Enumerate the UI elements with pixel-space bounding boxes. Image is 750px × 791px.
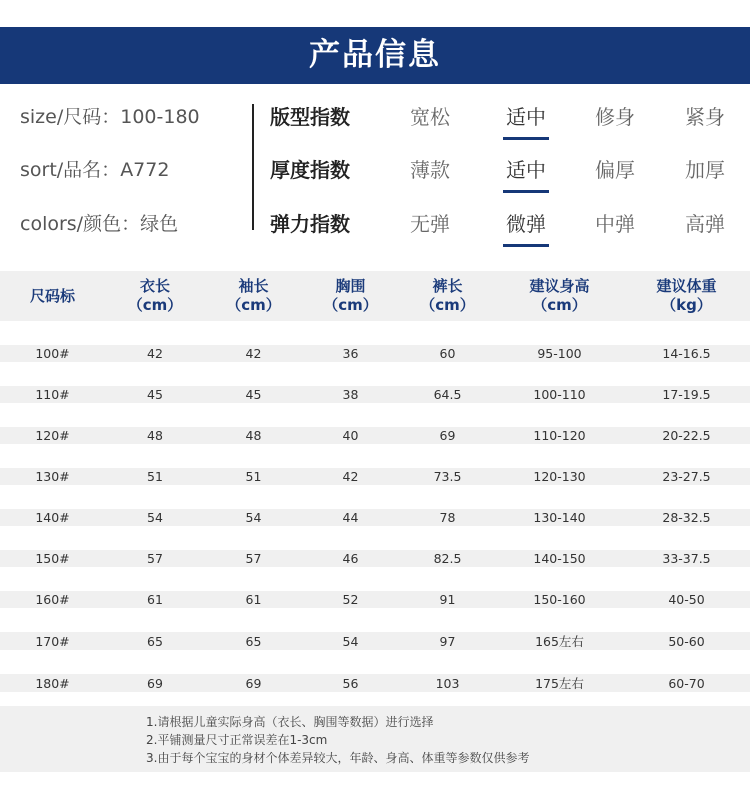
fit-option-loose: 宽松 (410, 105, 450, 129)
cell-sleeve: 57 (205, 550, 302, 567)
table-row (0, 468, 750, 485)
fit-option-regular (496, 102, 556, 132)
row-spacer (0, 485, 750, 509)
fit-option-regular-label: 适中 (506, 105, 546, 129)
cell-height: 140-150 (496, 550, 623, 567)
cell-length: 45 (105, 386, 205, 403)
cell-pants: 82.5 (399, 550, 496, 567)
cell-pants: 64.5 (399, 386, 496, 403)
cell-chest: 38 (302, 386, 399, 403)
header-height (496, 271, 623, 321)
cell-size: 180# (0, 674, 105, 692)
row-spacer-cell (0, 403, 750, 427)
color-row (20, 209, 178, 239)
cell-chest: 52 (302, 591, 399, 608)
selected-underline (503, 137, 549, 140)
row-spacer-cell (0, 608, 750, 632)
header-height-label: 建议身高 (529, 277, 590, 295)
cell-weight: 14-16.5 (623, 345, 750, 362)
thickness-index-row (270, 155, 740, 185)
row-spacer (0, 321, 750, 345)
cell-weight: 17-19.5 (623, 386, 750, 403)
row-spacer (0, 567, 750, 591)
header-pants-label: 裤长 (432, 277, 463, 295)
cell-height: 175左右 (496, 674, 623, 692)
cell-weight: 23-27.5 (623, 468, 750, 485)
elasticity-option-slight (496, 209, 556, 239)
cell-size: 170# (0, 632, 105, 650)
cell-length: 51 (105, 468, 205, 485)
table-row (0, 591, 750, 608)
thickness-option-thin: 薄款 (410, 158, 450, 182)
cell-pants: 91 (399, 591, 496, 608)
cell-pants: 60 (399, 345, 496, 362)
vertical-divider (252, 104, 254, 230)
fit-option-tight: 紧身 (685, 105, 725, 129)
cell-weight: 40-50 (623, 591, 750, 608)
fit-option-slim: 修身 (595, 105, 635, 129)
header-chest (302, 271, 399, 321)
note-1: 1.请根据儿童实际身高（衣长、胸围等数据）进行选择 (146, 715, 434, 729)
row-spacer (0, 650, 750, 674)
cell-sleeve: 69 (205, 674, 302, 692)
cell-chest: 36 (302, 345, 399, 362)
header-length-unit: （cm） (127, 296, 183, 314)
cell-weight: 20-22.5 (623, 427, 750, 444)
size-row (20, 102, 200, 132)
cell-size: 110# (0, 386, 105, 403)
cell-chest: 46 (302, 550, 399, 567)
header-length-label: 衣长 (139, 277, 170, 295)
thickness-option-medium (496, 155, 556, 185)
elasticity-index-title: 弹力指数 (270, 212, 350, 236)
row-spacer-cell (0, 567, 750, 591)
elasticity-index-row (270, 209, 740, 239)
elasticity-option-slight-label: 微弹 (506, 212, 546, 236)
banner-title: 产品信息 (309, 37, 441, 73)
thickness-option-thick: 加厚 (685, 158, 725, 182)
cell-sleeve: 54 (205, 509, 302, 526)
table-row (0, 550, 750, 567)
cell-weight: 28-32.5 (623, 509, 750, 526)
cell-height: 100-110 (496, 386, 623, 403)
row-spacer (0, 526, 750, 550)
size-chart-table (0, 271, 750, 692)
table-row (0, 427, 750, 444)
cell-chest: 42 (302, 468, 399, 485)
cell-length: 69 (105, 674, 205, 692)
cell-pants: 103 (399, 674, 496, 692)
cell-length: 54 (105, 509, 205, 526)
header-sleeve (205, 271, 302, 321)
cell-height: 130-140 (496, 509, 623, 526)
header-chest-label: 胸围 (335, 277, 366, 295)
sort-value: A772 (120, 159, 170, 181)
cell-chest: 40 (302, 427, 399, 444)
cell-sleeve: 48 (205, 427, 302, 444)
header-size (0, 271, 105, 321)
row-spacer-cell (0, 362, 750, 386)
header-height-unit: （cm） (532, 296, 587, 314)
table-row (0, 345, 750, 362)
fit-index-title: 版型指数 (270, 105, 350, 129)
header-weight (623, 271, 750, 321)
cell-pants: 78 (399, 509, 496, 526)
size-value: 100-180 (120, 106, 200, 128)
cell-sleeve: 51 (205, 468, 302, 485)
row-spacer (0, 403, 750, 427)
selected-underline (503, 244, 549, 247)
header-weight-label: 建议体重 (656, 277, 717, 295)
row-spacer-cell (0, 444, 750, 468)
elasticity-option-medium: 中弹 (595, 212, 635, 236)
thickness-index-title: 厚度指数 (270, 158, 350, 182)
header-weight-unit: （kg） (661, 296, 712, 314)
sort-row (20, 155, 169, 185)
cell-length: 65 (105, 632, 205, 650)
cell-size: 130# (0, 468, 105, 485)
cell-weight: 60-70 (623, 674, 750, 692)
row-spacer-cell (0, 485, 750, 509)
header-length (105, 271, 205, 321)
cell-size: 100# (0, 345, 105, 362)
cell-sleeve: 65 (205, 632, 302, 650)
size-label: size/尺码： (20, 106, 121, 128)
product-info-section (0, 90, 750, 255)
cell-size: 160# (0, 591, 105, 608)
cell-chest: 44 (302, 509, 399, 526)
table-row (0, 632, 750, 650)
cell-height: 95-100 (496, 345, 623, 362)
row-spacer-cell (0, 321, 750, 345)
thickness-option-thicker: 偏厚 (595, 158, 635, 182)
row-spacer-cell (0, 526, 750, 550)
cell-length: 42 (105, 345, 205, 362)
sort-label: sort/品名： (20, 159, 121, 181)
cell-size: 150# (0, 550, 105, 567)
cell-size: 120# (0, 427, 105, 444)
selected-underline (503, 190, 549, 193)
cell-sleeve: 61 (205, 591, 302, 608)
cell-chest: 54 (302, 632, 399, 650)
elasticity-option-none: 无弹 (410, 212, 450, 236)
cell-sleeve: 45 (205, 386, 302, 403)
header-size-label: 尺码标 (29, 286, 75, 305)
cell-length: 61 (105, 591, 205, 608)
row-spacer-cell (0, 650, 750, 674)
header-chest-unit: （cm） (323, 296, 378, 314)
product-info-banner (0, 27, 750, 84)
size-chart-body (0, 321, 750, 692)
cell-length: 48 (105, 427, 205, 444)
cell-height: 150-160 (496, 591, 623, 608)
table-row (0, 509, 750, 526)
cell-pants: 97 (399, 632, 496, 650)
cell-chest: 56 (302, 674, 399, 692)
note-3: 3.由于每个宝宝的身材个体差异较大，年龄、身高、体重等参数仅供参考 (146, 751, 530, 765)
header-sleeve-unit: （cm） (226, 296, 281, 314)
cell-pants: 69 (399, 427, 496, 444)
cell-height: 110-120 (496, 427, 623, 444)
notes-section (0, 706, 750, 772)
color-label: colors/颜色： (20, 213, 141, 235)
header-pants (399, 271, 496, 321)
cell-weight: 33-37.5 (623, 550, 750, 567)
header-pants-unit: （cm） (420, 296, 475, 314)
cell-height: 120-130 (496, 468, 623, 485)
cell-size: 140# (0, 509, 105, 526)
note-2: 2.平铺测量尺寸正常误差在1-3cm (146, 733, 328, 747)
cell-height: 165左右 (496, 632, 623, 650)
fit-index-row (270, 102, 740, 132)
cell-sleeve: 42 (205, 345, 302, 362)
row-spacer (0, 608, 750, 632)
color-value: 绿色 (140, 213, 179, 235)
cell-length: 57 (105, 550, 205, 567)
cell-pants: 73.5 (399, 468, 496, 485)
table-row (0, 674, 750, 692)
cell-weight: 50-60 (623, 632, 750, 650)
thickness-option-medium-label: 适中 (506, 158, 546, 182)
row-spacer (0, 444, 750, 468)
table-row (0, 386, 750, 403)
table-header-row (0, 271, 750, 321)
row-spacer (0, 362, 750, 386)
header-sleeve-label: 袖长 (238, 277, 269, 295)
elasticity-option-high: 高弹 (685, 212, 725, 236)
